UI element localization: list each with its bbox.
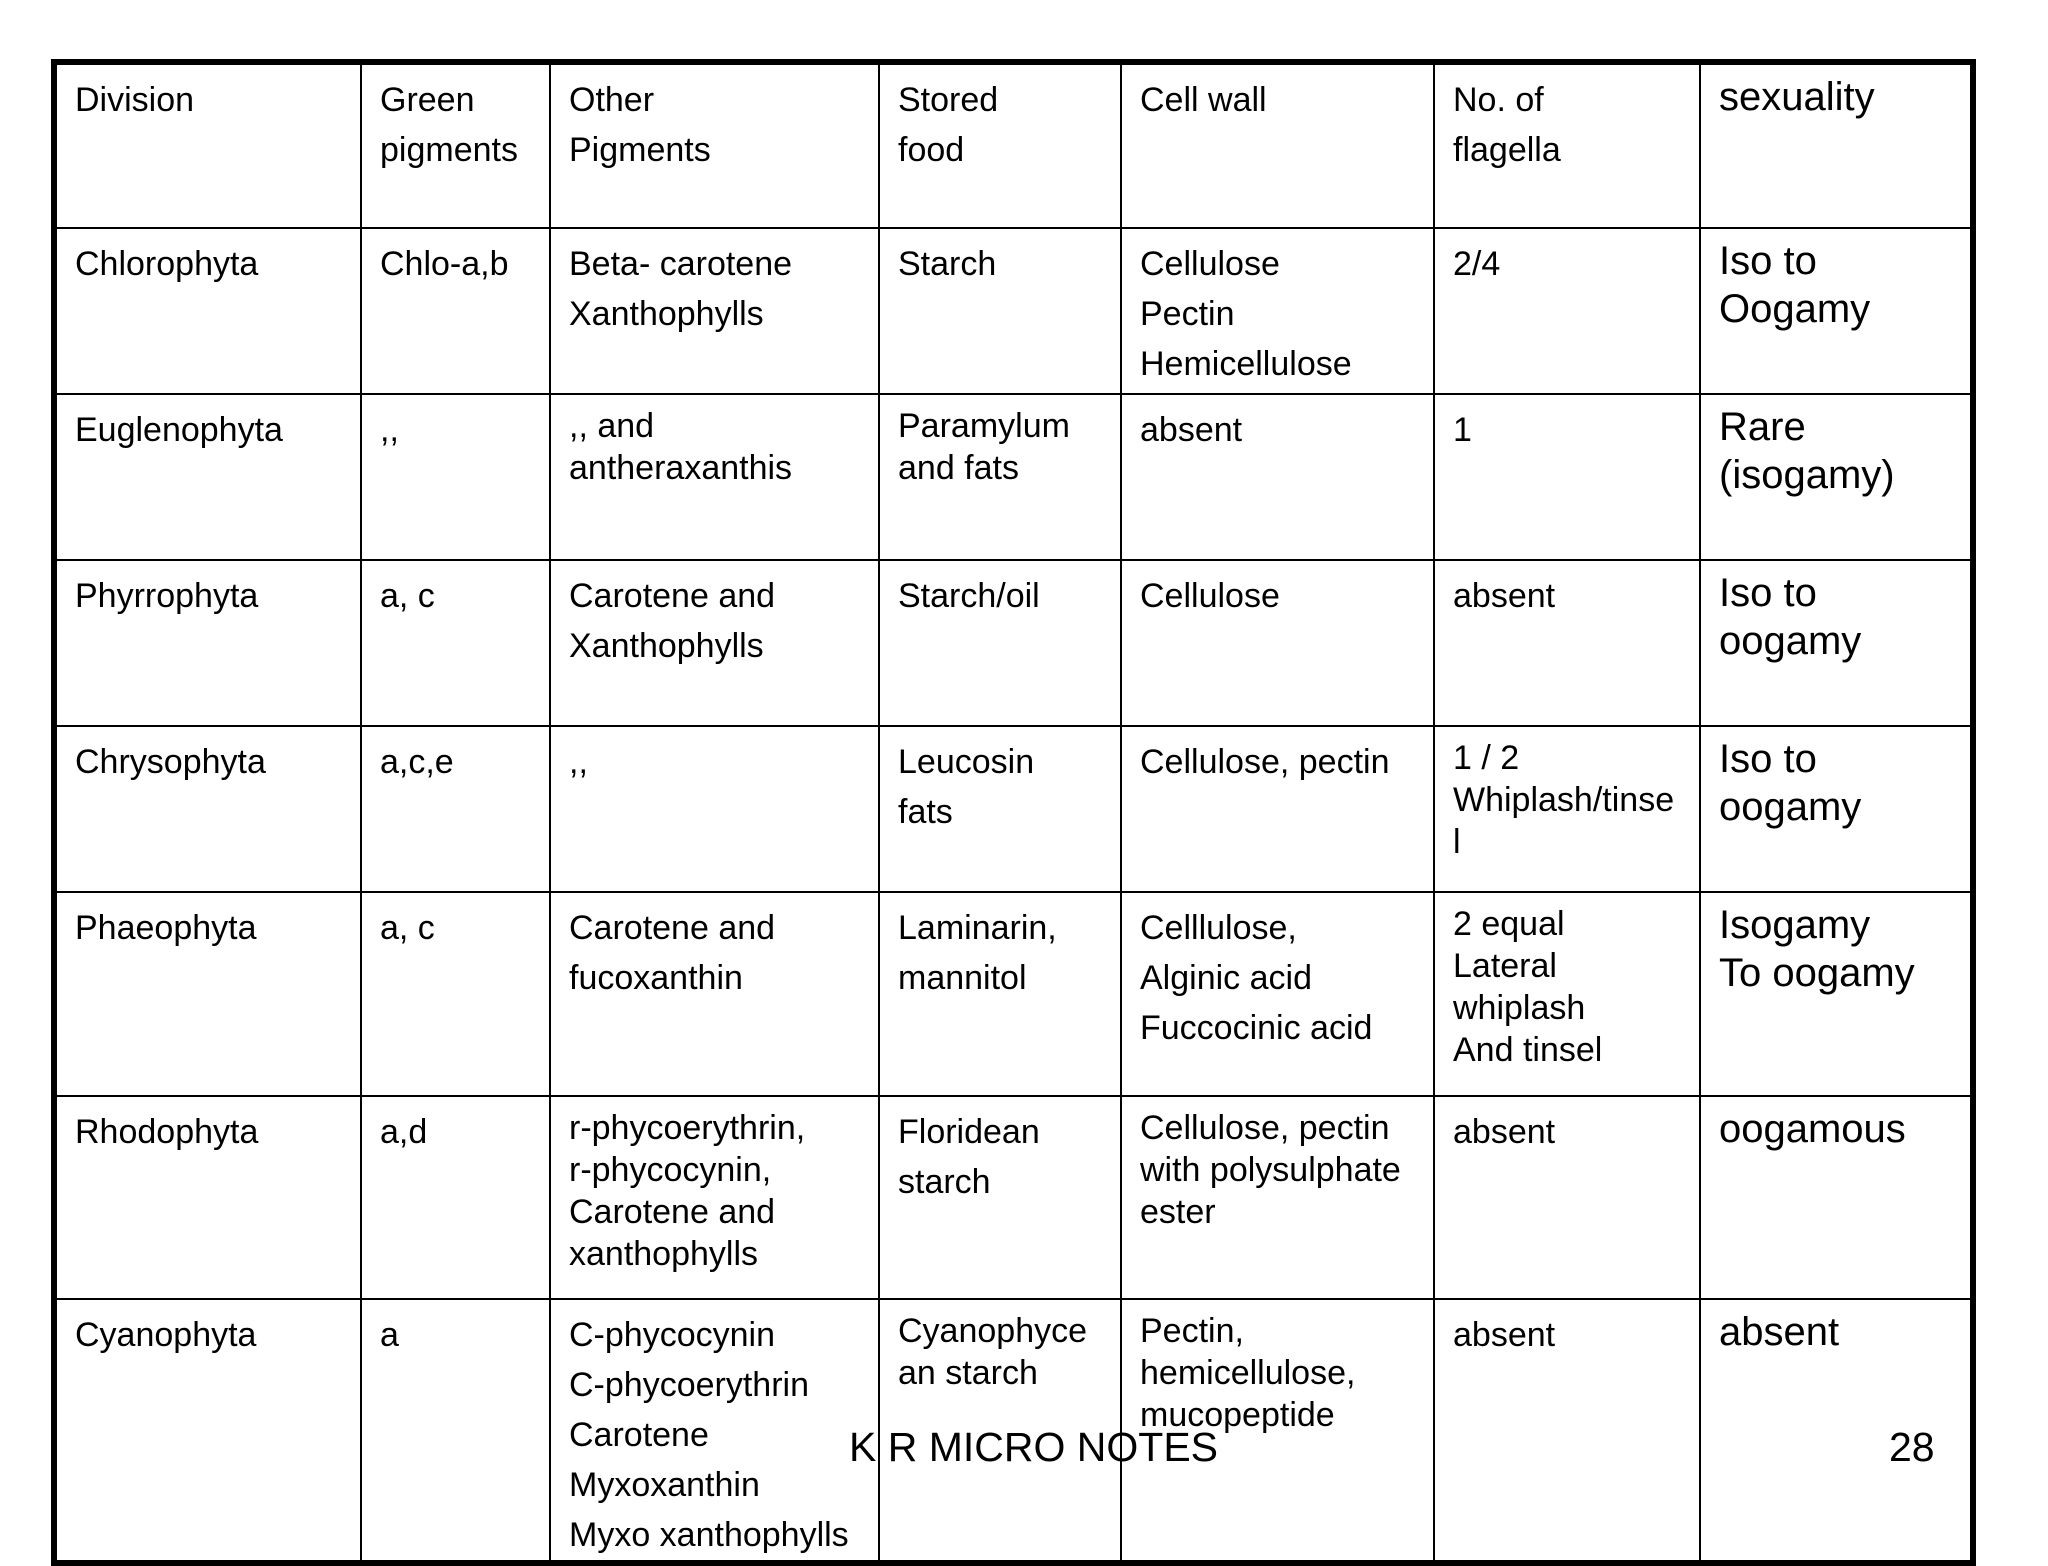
table-row (54, 1096, 1973, 1299)
cell-other-pigments (550, 560, 879, 726)
cell-text-line: oogamy (1719, 619, 1862, 663)
cell-text-line: Beta- carotene (569, 245, 793, 283)
cell-text-line: Laminarin, (898, 909, 1057, 947)
cell-text-line: Euglenophyta (75, 411, 283, 449)
cell-text-line: Carotene and (569, 909, 776, 947)
cell-green-pigments (361, 892, 550, 1096)
cell-text-line: Paramylum (898, 407, 1070, 445)
cell-other-pigments (550, 1096, 879, 1299)
header-cell-division (54, 62, 361, 228)
cell-text-line: Myxo xanthophylls (569, 1516, 849, 1554)
cell-text-line: a,d (380, 1113, 428, 1151)
cell-text-line: Starch/oil (898, 577, 1040, 615)
cell-text-line: Stored (898, 81, 999, 119)
cell-text-line: Carotene (569, 1416, 709, 1454)
table-row (54, 228, 1973, 394)
algae-divisions-table (51, 59, 1976, 1566)
cell-text-line: r-phycocynin, (569, 1151, 772, 1189)
cell-text-line: starch (898, 1163, 991, 1201)
cell-stored-food (879, 560, 1121, 726)
cell-text-line: Iso to (1719, 737, 1817, 781)
header-cell-green-pigments (361, 62, 550, 228)
cell-text-line: Carotene and (569, 1193, 776, 1231)
cell-stored-food (879, 726, 1121, 892)
cell-green-pigments (361, 1096, 550, 1299)
cell-division (54, 394, 361, 560)
cell-green-pigments (361, 726, 550, 892)
cell-text-line: Cellulose, pectin (1140, 1109, 1390, 1147)
cell-sexuality (1700, 726, 1973, 892)
cell-cell-wall (1121, 394, 1434, 560)
cell-text-line: No. of (1453, 81, 1544, 119)
cell-text-line: fucoxanthin (569, 959, 743, 997)
cell-text-line: with polysulphate (1140, 1151, 1401, 1189)
header-cell-other-pigments (550, 62, 879, 228)
cell-text-line: Lateral (1453, 947, 1557, 985)
cell-text-line: a, c (380, 909, 435, 947)
cell-text-line: oogamous (1719, 1107, 1906, 1151)
cell-cell-wall (1121, 1096, 1434, 1299)
cell-text-line: Chlo-a,b (380, 245, 509, 283)
cell-text-line: C-phycocynin (569, 1316, 775, 1354)
cell-text-line: Division (75, 81, 195, 119)
cell-text-line: antheraxanthis (569, 449, 793, 487)
cell-text-line: Fuccocinic acid (1140, 1009, 1373, 1047)
cell-sexuality (1700, 1096, 1973, 1299)
cell-text-line: Chlorophyta (75, 245, 259, 283)
cell-text-line: Leucosin (898, 743, 1035, 781)
cell-text-line: absent (1453, 1316, 1556, 1354)
cell-text-line: Iso to (1719, 571, 1817, 615)
header-cell-flagella (1434, 62, 1700, 228)
cell-text-line: Green (380, 81, 475, 119)
cell-text-line: absent (1140, 411, 1243, 449)
cell-text-line: Iso to (1719, 239, 1817, 283)
cell-text-line: a (380, 1316, 399, 1354)
cell-text-line: 1 (1453, 411, 1472, 449)
cell-text-line: an starch (898, 1354, 1038, 1392)
cell-text-line: Alginic acid (1140, 959, 1312, 997)
cell-text-line: whiplash (1453, 989, 1586, 1027)
cell-text-line: Phyrrophyta (75, 577, 259, 615)
cell-text-line: And tinsel (1453, 1031, 1603, 1069)
cell-text-line: pigments (380, 131, 518, 169)
cell-stored-food (879, 892, 1121, 1096)
cell-text-line: Isogamy (1719, 903, 1871, 947)
cell-text-line: a, c (380, 577, 435, 615)
cell-green-pigments (361, 394, 550, 560)
cell-division (54, 726, 361, 892)
cell-text-line: 2/4 (1453, 245, 1501, 283)
cell-flagella (1434, 560, 1700, 726)
cell-flagella (1434, 228, 1700, 394)
cell-text-line: Starch (898, 245, 997, 283)
cell-flagella (1434, 726, 1700, 892)
cell-sexuality (1700, 228, 1973, 394)
cell-text-line: ,, (380, 411, 399, 449)
cell-text-line: Cyanophyce (898, 1312, 1088, 1350)
cell-text-line: food (898, 131, 965, 169)
cell-text-line: ,, (569, 743, 588, 781)
cell-text-line: and fats (898, 449, 1019, 487)
cell-cell-wall (1121, 228, 1434, 394)
cell-stored-food (879, 228, 1121, 394)
cell-text-line: absent (1453, 577, 1556, 615)
cell-text-line: 1 / 2 (1453, 739, 1520, 777)
cell-sexuality (1700, 892, 1973, 1096)
header-cell-sexuality (1700, 62, 1973, 228)
cell-text-line: absent (1719, 1310, 1840, 1354)
header-cell-stored-food (879, 62, 1121, 228)
cell-flagella (1434, 394, 1700, 560)
cell-stored-food (879, 394, 1121, 560)
cell-other-pigments (550, 228, 879, 394)
cell-flagella (1434, 1299, 1700, 1563)
cell-division (54, 228, 361, 394)
cell-text-line: Celllulose, (1140, 909, 1297, 947)
cell-text-line: hemicellulose, (1140, 1354, 1356, 1392)
cell-other-pigments (550, 892, 879, 1096)
cell-text-line: Oogamy (1719, 287, 1871, 331)
cell-green-pigments (361, 1299, 550, 1563)
cell-sexuality (1700, 560, 1973, 726)
cell-text-line: Rare (1719, 405, 1806, 449)
cell-other-pigments (550, 394, 879, 560)
cell-text-line: Whiplash/tinse (1453, 781, 1675, 819)
cell-flagella (1434, 1096, 1700, 1299)
cell-text-line: a,c,e (380, 743, 454, 781)
cell-text-line: Cyanophyta (75, 1316, 257, 1354)
cell-text-line: Floridean (898, 1113, 1040, 1151)
cell-text-line: 2 equal (1453, 905, 1565, 943)
cell-text-line: fats (898, 793, 953, 831)
cell-text-line: Carotene and (569, 577, 776, 615)
cell-text-line: xanthophylls (569, 1235, 759, 1273)
cell-text-line: Other (569, 81, 655, 119)
table-row (54, 726, 1973, 892)
cell-stored-food (879, 1096, 1121, 1299)
cell-text-line: ester (1140, 1193, 1216, 1231)
cell-text-line: C-phycoerythrin (569, 1366, 809, 1404)
footer-title: K R MICRO NOTES (849, 1424, 1219, 1470)
cell-text-line: Myxoxanthin (569, 1466, 760, 1504)
cell-text-line: mucopeptide (1140, 1396, 1335, 1434)
table-row (54, 560, 1973, 726)
cell-text-line: To oogamy (1719, 951, 1915, 995)
cell-cell-wall (1121, 892, 1434, 1096)
cell-text-line: absent (1453, 1113, 1556, 1151)
header-cell-cell-wall (1121, 62, 1434, 228)
cell-cell-wall (1121, 560, 1434, 726)
cell-text-line: Hemicellulose (1140, 345, 1352, 383)
cell-text-line: Pigments (569, 131, 711, 169)
cell-green-pigments (361, 228, 550, 394)
page-number: 28 (1889, 1424, 1935, 1470)
cell-text-line: oogamy (1719, 785, 1862, 829)
table-header-row (54, 62, 1973, 228)
cell-text-line: Pectin (1140, 295, 1235, 333)
cell-division (54, 1299, 361, 1563)
cell-green-pigments (361, 560, 550, 726)
cell-text-line: mannitol (898, 959, 1027, 997)
cell-text-line: Chrysophyta (75, 743, 266, 781)
cell-flagella (1434, 892, 1700, 1096)
cell-text-line: Cellulose, pectin (1140, 743, 1390, 781)
cell-division (54, 1096, 361, 1299)
cell-text-line: ,, and (569, 407, 655, 445)
cell-other-pigments (550, 1299, 879, 1563)
cell-other-pigments (550, 726, 879, 892)
cell-text-line: Cell wall (1140, 81, 1267, 119)
cell-text-line: Cellulose (1140, 245, 1280, 283)
cell-text-line: Rhodophyta (75, 1113, 259, 1151)
cell-text-line: Pectin, (1140, 1312, 1244, 1350)
cell-text-line: sexuality (1719, 75, 1875, 119)
cell-sexuality (1700, 394, 1973, 560)
table-row (54, 892, 1973, 1096)
cell-text-line: l (1453, 823, 1461, 861)
cell-text-line: Cellulose (1140, 577, 1280, 615)
cell-text-line: Xanthophylls (569, 627, 764, 665)
cell-text-line: flagella (1453, 131, 1561, 169)
cell-text-line: (isogamy) (1719, 453, 1895, 497)
cell-division (54, 892, 361, 1096)
table-row (54, 394, 1973, 560)
cell-text-line: r-phycoerythrin, (569, 1109, 806, 1147)
cell-division (54, 560, 361, 726)
cell-text-line: Xanthophylls (569, 295, 764, 333)
cell-cell-wall (1121, 726, 1434, 892)
cell-text-line: Phaeophyta (75, 909, 257, 947)
